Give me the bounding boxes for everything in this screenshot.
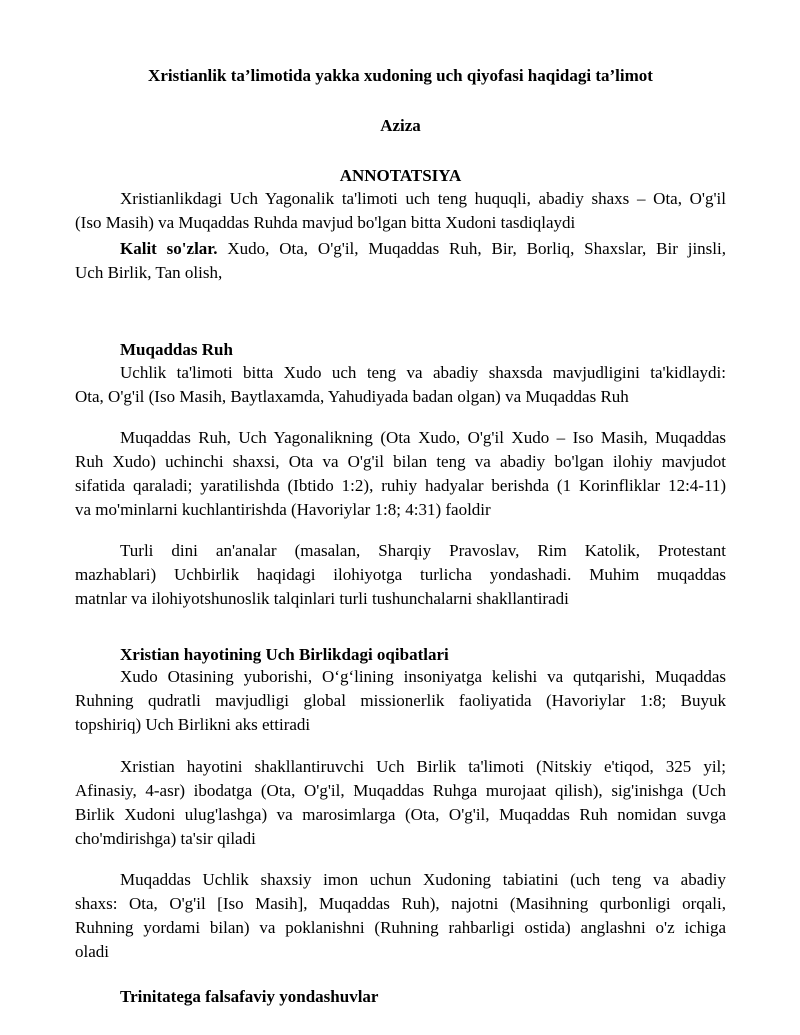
section-heading-falsafaviy: Trinitatega falsafaviy yondashuvlar: [120, 987, 379, 1006]
annotation-line-2: (Iso Masih) va Muqaddas Ruhda mavjud bo'lgan bitta Xudoni tasdiqlaydi: [75, 213, 576, 232]
paragraph-line: topshiriq) Uch Birlikni aks ettiradi: [75, 715, 311, 734]
keywords-line-1: [75, 237, 726, 261]
paragraph-line: Muqaddas Uchlik shaxsiy imon uchun Xudoning tabiatini (uch teng va abadiy: [120, 870, 726, 889]
paragraph-line: shaxs: Ota, O'g'il [Iso Masih], Muqaddas Ruh), najotni (Masihning qurbonligi orqali,: [75, 894, 726, 913]
paragraph-line: cho'mdirishga) ta'sir qiladi: [75, 829, 256, 848]
paragraph-line: Muqaddas Ruh, Uch Yagonalikning (Ota Xudo, O'g'il Xudo – Iso Masih, Muqaddas: [120, 428, 726, 447]
annotation-line-1: Xristianlikdagi Uch Yagonalik ta'limoti uch teng huquqli, abadiy shaxs – Ota, O'g'il: [120, 189, 726, 208]
paragraph-line: va mo'minlarni kuchlantirishda (Havoriylar 1:8; 4:31) faoldir: [75, 500, 491, 519]
annotation-heading: ANNOTATSIYA: [339, 166, 462, 185]
paragraph-line: Birlik Xudoni ulug'lashga) va marosimlarga (Ota, O'g'il, Muqaddas Ruh nomidan suvga: [75, 805, 726, 824]
paragraph-line: Xristian hayotini shakllantiruvchi Uch Birlik ta'limoti (Nitskiy e'tiqod, 325 yil;: [120, 757, 726, 776]
section-heading-oqibatlari: Xristian hayotining Uch Birlikdagi oqibatlari: [120, 645, 449, 664]
paragraph-line: Ruh Xudo) uchinchi shaxsi, Ota va O'g'il bilan teng va abadiy bo'lgan ilohiy mavjudot: [75, 452, 726, 471]
author-name: Aziza: [380, 116, 421, 135]
paragraph-line: Xudo Otasining yuborishi, O‘g‘lining insoniyatga kelishi va qutqarishi, Muqaddas: [120, 667, 726, 686]
paragraph-line: Afinasiy, 4-asr) ibodatga (Ota, O'g'il, Muqaddas Ruhga murojaat qilish), sig'inishga (Uch: [75, 781, 726, 800]
paragraph-line: oladi: [75, 942, 109, 961]
keywords-line-2: Uch Birlik, Tan olish,: [75, 263, 223, 282]
keywords-label: Kalit so'zlar.: [120, 239, 218, 258]
paragraph-line: Ruhning yordami bilan) va poklanishni (Ruhning rahbarligi ostida) anglashni o'z ichiga: [75, 918, 726, 937]
paragraph-line: Ruhning qudratli mavjudligi global missionerlik faoliyatida (Havoriylar 1:8; Buyuk: [75, 691, 726, 710]
document-title: Xristianlik ta’limotida yakka xudoning uch qiyofasi haqidagi ta’limot: [148, 66, 653, 85]
paragraph-line: sifatida qaraladi; yaratilishda (Ibtido 1:2), ruhiy hadyalar berishda (1 Korinfliklar 12:4-11): [75, 476, 726, 495]
paragraph-line: mazhablari) Uchbirlik haqidagi ilohiyotga turlicha yondashadi. Muhim muqaddas: [75, 565, 726, 584]
paragraph-line: Turli dini an'analar (masalan, Sharqiy Pravoslav, Rim Katolik, Protestant: [120, 541, 726, 560]
section-heading-muqaddas-ruh: Muqaddas Ruh: [120, 340, 233, 359]
paragraph-line: matnlar va ilohiyotshunoslik talqinlari turli tushunchalarni shakllantiradi: [75, 589, 569, 608]
paragraph-line: Uchlik ta'limoti bitta Xudo uch teng va abadiy shaxsda mavjudligini ta'kidlaydi:: [120, 363, 726, 382]
keywords-text: Xudo, Ota, O'g'il, Muqaddas Ruh, Bir, Borliq, Shaxslar, Bir jinsli,: [217, 239, 726, 258]
paragraph-line: Ota, O'g'il (Iso Masih, Baytlaxamda, Yahudiyada badan olgan) va Muqaddas Ruh: [75, 387, 629, 406]
